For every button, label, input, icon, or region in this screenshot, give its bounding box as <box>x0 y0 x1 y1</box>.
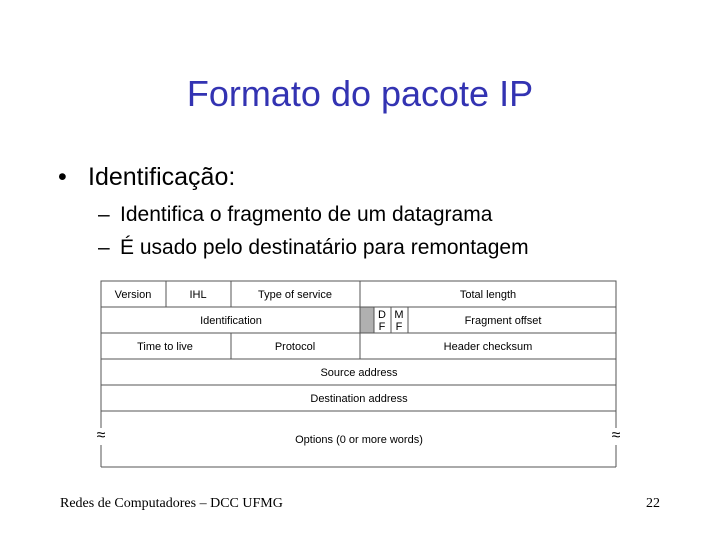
sub-bullet-list <box>98 198 529 264</box>
unused-bit-cell <box>360 307 374 333</box>
field-identification: Identification <box>200 315 262 327</box>
field-ihl: IHL <box>189 289 207 301</box>
sub-bullet-item <box>98 198 529 231</box>
footer-course: Redes de Computadores – DCC UFMG <box>60 496 283 511</box>
dash-icon: – <box>98 236 110 259</box>
field-header-checksum: Header checksum <box>443 341 533 353</box>
flag-mf-bottom: F <box>395 321 403 333</box>
break-mark-left: ≈ <box>96 427 106 444</box>
page-number: 22 <box>646 496 660 511</box>
break-mark-right: ≈ <box>611 427 621 444</box>
field-total-length: Total length <box>459 289 517 301</box>
sub-bullet-item <box>98 231 529 264</box>
flag-df-top: D <box>378 309 386 321</box>
field-destination-address: Destination address <box>310 393 408 405</box>
slide-title: Formato do pacote IP <box>186 73 534 114</box>
field-version: Version <box>114 289 152 301</box>
field-protocol: Protocol <box>274 341 316 353</box>
field-fragment-offset: Fragment offset <box>464 315 542 327</box>
bullet-label: Identificação: <box>88 163 236 191</box>
sub-bullet-text: É usado pelo destinatário para remontagem <box>120 236 529 259</box>
field-type-of-service: Type of service <box>258 289 332 301</box>
field-time-to-live: Time to live <box>137 341 193 353</box>
bullet-icon: • <box>58 163 67 191</box>
bullet-item <box>58 160 235 194</box>
field-source-address: Source address <box>320 367 398 379</box>
dash-icon: – <box>98 203 110 226</box>
sub-bullet-text: Identifica o fragmento de um datagrama <box>120 203 493 226</box>
flag-mf-top: M <box>394 309 404 321</box>
field-options: Options (0 or more words) <box>295 434 423 446</box>
header-outer-border <box>101 281 616 307</box>
flag-df-bottom: F <box>378 321 386 333</box>
